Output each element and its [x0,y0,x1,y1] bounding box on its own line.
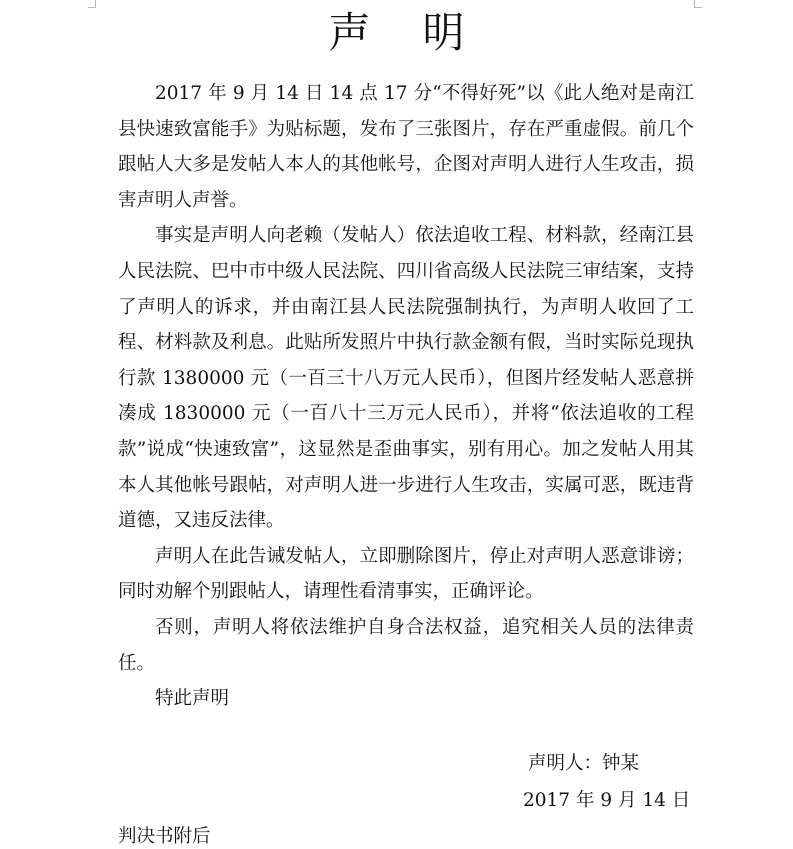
paragraph-2: 事实是声明人向老赖（发帖人）依法追收工程、材料款，经南江县人民法院、巴中市中级人民法院、四川省高级人民法院三审结案，支持了声明人的诉求，并由南江县人民法院强制执行，为声明人收回了工程、材料款及利息。此贴所发照片中执行款金额有假，当时实际兑现执行款 1380000 元（一百三十八万元人民币），但图片经发帖人恶意拼凑成 1830000 元（一百八十三万元人民币），并将“依法追收的工程款”说成“快速致富”，这显然是歪曲事实，别有用心。加之发帖人用其本人其他帐号跟帖，对声明人进一步进行人生攻击，实属可恶，既违背道德，又违反法律。 [118,225,694,532]
paragraph-4: 否则，声明人将依法维护自身合法权益，追究相关人员的法律责任。 [118,616,694,674]
signature-line: 声明人：钟某 [528,753,640,774]
attachment-note: 判决书附后 [118,826,211,847]
paragraph-1: 2017 年 9 月 14 日 14 点 17 分“不得好死”以《此人绝对是南江县快速致富能手》为贴标题，发布了三张图片，存在严重虚假。前几个跟帖人大多是发帖人本人的其他帐号，企图对声明人进行人生攻击，损害声明人声誉。 [118,83,694,211]
document-title: 声明 [328,8,517,57]
paragraph-3: 声明人在此告诫发帖人，立即删除图片，停止对声明人恶意诽谤；同时劝解个别跟帖人，请理性看清事实，正确评论。 [118,545,694,603]
signature-date: 2017 年 9 月 14 日 [523,790,691,811]
document-body [118,76,694,717]
closing-statement: 特此声明 [155,688,230,710]
